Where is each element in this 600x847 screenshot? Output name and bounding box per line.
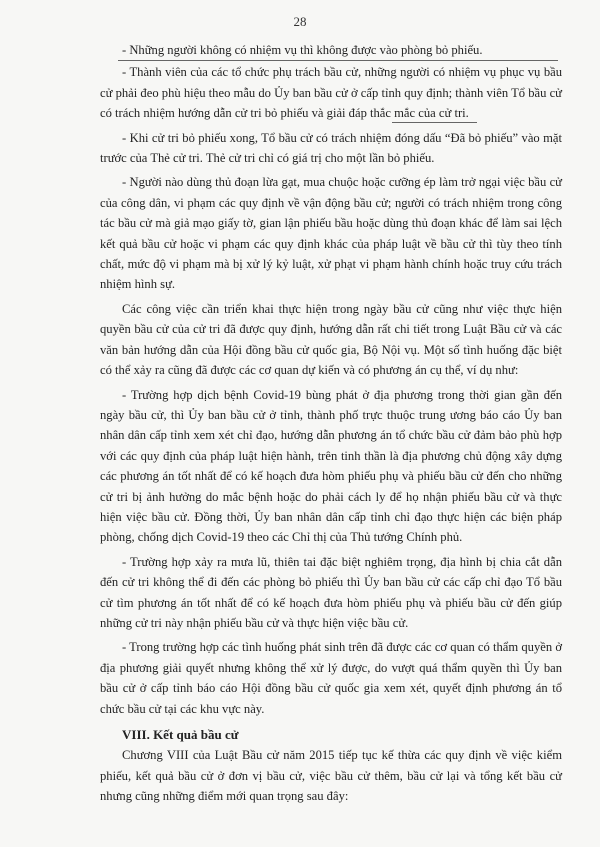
paragraph-badges: - Thành viên của các tổ chức phụ trách bầu cử, những người có nhiệm vụ phục vụ bầu cử phải đeo phù hiệu theo mẫu do Ủy ban bầu cử ở cấp tỉnh quy định; thành viên Tổ bầu cử có trách nhiệm hướng dẫn cử tri bỏ phiếu và giải đáp thắc mắc của cử tri.: [100, 65, 562, 121]
paragraph-escalation: - Trong trường hợp các tình huống phát sinh trên đã được các cơ quan có thẩm quyền ở địa phương giải quyết nhưng không thể xử lý được, do vượt quá thẩm quyền thì Ủy ban bầu cử ở cấp tỉnh báo cáo Hội đồng bầu cử quốc gia xem xét, quyết định phương án tổ chức bầu cử tại các khu vực này.: [100, 640, 562, 716]
paragraph-violations: - Người nào dùng thủ đoạn lừa gạt, mua chuộc hoặc cưỡng ép làm trở ngại việc bầu cử của công dân, vi phạm các quy định về vận động bầu cử; người có trách nhiệm trong công tác bầu cử mà giả mạo giấy tờ, gian lận phiếu bầu hoặc dùng thủ đoạn khác để làm sai lệch kết quả bầu cử hoặc vi phạm các quy định khác của pháp luật về bầu cử thì tùy theo tính chất, mức độ vi phạm mà bị xử lý kỷ luật, xử phạt vi phạm hành chính hoặc truy cứu trách nhiệm hình sự.: [100, 175, 562, 292]
section-heading: VIII. Kết quả bầu cử: [122, 727, 239, 742]
page-body: [100, 40, 562, 811]
pen-underline-top: [118, 60, 558, 61]
paragraph-chapter-viii: Chương VIII của Luật Bầu cử năm 2015 tiếp tục kế thừa các quy định về việc kiểm phiếu, kết quả bầu cử ở đơn vị bầu cử, việc bầu cử thêm, bầu cử lại và tổng kết bầu cử nhưng cũng những điểm mới quan trọng sau đây:: [100, 748, 562, 804]
page-number: 28: [293, 14, 307, 29]
paragraph-stamp: - Khi cử tri bỏ phiếu xong, Tổ bầu cử có trách nhiệm đóng dấu “Đã bỏ phiếu” vào mặt trước của Thẻ cử tri. Thẻ cử tri chỉ có giá trị cho một lần bỏ phiếu.: [100, 130, 562, 166]
paragraph-covid: - Trường hợp dịch bệnh Covid-19 bùng phát ở địa phương trong thời gian gần đến ngày bầu cử, thì Ủy ban bầu cử ở tỉnh, thành phố trực thuộc trung ương báo cáo Ủy ban nhân dân cấp tỉnh xem xét chỉ đạo, hướng dẫn phương án tổ chức bầu cử đảm bảo phù hợp với các quy định của pháp luật hiện hành, trên tinh thần là địa phương chủ động xây dựng các phương án tốt nhất để có kế hoạch đưa hòm phiếu phụ và phiếu bầu cử đến cho những cử tri bị ảnh hưởng do mắc bệnh hoặc do phải cách ly để họ nhận phiếu bầu cử và thực hiện việc bầu cử. Đồng thời, Ủy ban nhân dân cấp tỉnh chỉ đạo thực hiện các biện pháp phòng, chống dịch Covid-19 theo các Chỉ thị của Thủ tướng Chính phủ.: [100, 387, 562, 545]
paragraph-no-entry: - Những người không có nhiệm vụ thì không được vào phòng bỏ phiếu.: [122, 43, 483, 57]
paragraph-flood: - Trường hợp xảy ra mưa lũ, thiên tai đặc biệt nghiêm trọng, địa hình bị chia cắt dẫn đến cử tri không thể đi đến các phòng bỏ phiếu thì Ủy ban bầu cử các cấp chỉ đạo Tổ bầu cử tìm phương án tốt nhất để có kế hoạch đưa hòm phiếu phụ và phiếu bầu cử đến giúp những cử tri này nhận phiếu bầu cử và thực hiện việc bầu cử.: [100, 554, 562, 630]
pen-underline-guidance: [392, 122, 477, 123]
paragraph-election-day: Các công việc cần triển khai thực hiện trong ngày bầu cử cũng như việc thực hiện quyền bầu cử của cử tri đã được quy định, hướng dẫn rất chi tiết trong Luật Bầu cử và các văn bản hướng dẫn của Hội đồng bầu cử quốc gia, Bộ Nội vụ. Một số tình huống đặc biệt có thể xảy ra cũng đã được các cơ quan dự kiến và có phương án cụ thể, ví dụ như:: [100, 301, 562, 378]
